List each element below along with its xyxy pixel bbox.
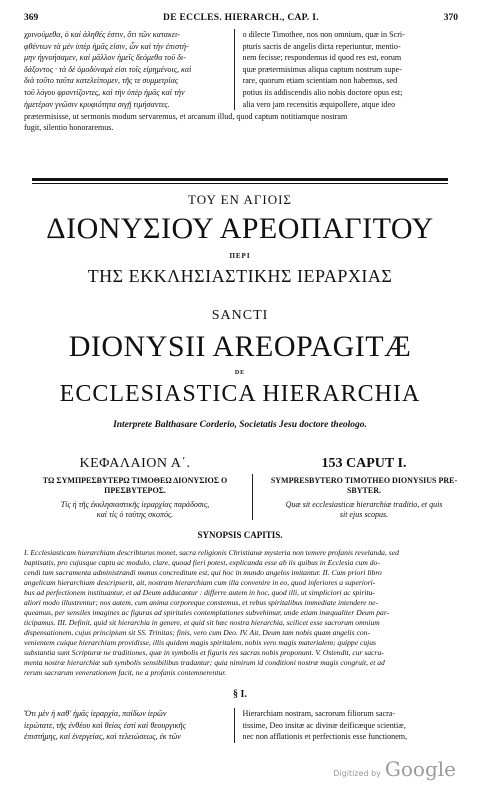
greek-line: ἐπιστήμης, καὶ ἐνεργείας, καὶ τελειώσεως, ἐκ τῶν [24,732,181,742]
section-rule [32,178,448,181]
synopsis-line: substantia sunt Scripturæ ne traditiones, quæ in symbolis et figuris res sacras nobis proponunt. V. Ostendit, cur sacra- [24,648,384,657]
latin-subtitle [262,500,466,520]
synopsis-line: aliori modo illustrentur; nos autem, cum anima corporeque constemus, et rebus spiritalibus immediate intendere ne- [24,598,379,607]
greek-dedication-line: ΤΩ ΣΥΜΠΡΕΣΒΥΤΕΡΩ ΤΙΜΟΘΕΩ ΔΙΟΝΥΣΙΟΣ Ο [42,476,228,485]
greek-dedication [22,476,248,496]
synopsis-line: dispensationem, cujus principium sit SS. Trinitas; finis, vero cum Deo. IV. Ait, Deum tam nobis quam angelis con- [24,628,370,637]
interpreter-line: Interprete Balthasare Corderio, Societatis Jesu doctore theologo. [113,420,367,430]
synopsis-text [24,548,460,678]
synopsis-line: ticipamus. III. Definit, quid sit hierarchia in genere, et quid sit hæc nostra hierarchia, scilicet esse sacrorum omnium [24,618,380,627]
greek-line: μην ἠγνοήσαμεν, καὶ μᾶλλον ἡμεῖς δεόμεθα τοῦ δι- [24,53,186,63]
top-greek-column [24,29,226,110]
latin-chapter-heading [262,456,466,472]
latin-line: potius iis addiscendis alio nobis doctore opus est; [242,87,403,97]
latin-chapter-title: CAPUT I. [346,456,407,471]
synopsis-line: cendi tum sacramenta administrandi munus concreditum est, qui hoc in mundo angelos imitantur. II. Cum priori libro [24,568,382,577]
synopsis-line: bus ad perfectionem instituantur, et ad Deum adducantur : differre autem in hoc, quod illi, ut simpliciori ac spiritu- [24,588,375,597]
latin-dedication-line: SBYTER. [346,486,381,495]
greek-line: ἡμετέραν γνῶσιν κρυφιότητα σιγῇ τιμήσαντες. [24,99,170,109]
latin-line: Hierarchiam nostram, sacrorum filiorum sacra- [242,709,396,718]
greek-subtitle-line: καὶ τίς ὁ ταύτης σκοπός. [96,510,174,519]
latin-line: rare, quorum etiam scientiam non habemus, sed [242,76,398,86]
digitized-watermark [333,757,456,781]
greek-line: φθέντων τὰ μὲν ὑπὲρ ἡμᾶς εἰσιν, ὧν καὶ τὴν ἐπιστή- [24,41,189,51]
full-width-line: prætermisisse, ut sermonis modum servaremus, et arcanum illud, quod captum notitiamque nostram [24,112,348,121]
latin-subtitle-line: Quæ sit ecclesiasticæ hierarchiæ traditio, et quis [285,500,443,509]
latin-title-de: DE [234,370,246,376]
synopsis-line: rerum sacrarum venerationem facit, ne a profanis contemnerentur. [24,668,227,677]
synopsis-heading: SYNOPSIS CAPITIS. [197,530,283,540]
top-columns [24,29,460,110]
running-header [24,13,458,25]
section-number: § I. [233,689,247,700]
chapter-column-number: 153 [321,456,343,471]
section-latin-column [234,708,460,743]
synopsis-line: baptisatis, pro cujusque captu ac modulo, clare, quoad fieri potest, explicanda esse ab iis quibus in Ecclesia cum do- [24,558,380,567]
latin-dedication-line: SYMPRESBYTERO TIMOTHEO DIONYSIUS PRE- [270,476,458,485]
watermark-small-text: Digitized by [333,769,381,778]
right-page-number: 370 [443,13,458,23]
full-width-line: fugit, silentio honoraremus. [24,123,114,132]
greek-subtitle [22,500,248,520]
running-title: DE ECCLES. HIERARCH., CAP. I. [163,13,319,23]
left-page-number: 369 [24,13,39,23]
synopsis-line: angelicam hierarchiam descripserit, ait, nostram hierarchiam cum illa convenire in eo, quod inferiores a superiori- [24,578,376,587]
greek-title-author: ΔΙΟΝΥΣΙΟΥ ΑΡΕΟΠΑΓΙΤΟΥ [46,212,434,245]
greek-title-work: ΤΗΣ ΕΚΚΛΗΣΙΑΣΤΙΚΗΣ ΙΕΡΑΡΧΙΑΣ [87,266,393,286]
greek-chapter-heading: ΚΕΦΑΛΑΙΟΝ Α΄. [79,456,191,471]
greek-subtitle-line: Τίς ἡ τῆς ἐκκλησιαστικῆς ἱεραρχίας παράδοσις, [60,500,210,509]
synopsis-line: venientem cuique hierarchiam providisse, illis quidem magis spiritalem, nobis vero magis materialem; quippe cujus [24,638,377,647]
section-rule-thin [32,183,448,184]
latin-title-work: ECCLESIASTICA HIERARCHIA [59,381,421,407]
greek-line: δάξοντος · τὰ δὲ ὁμοδύναμά εἰσι τοῖς εἰρημένοις, καὶ [24,64,192,74]
greek-line: Ὅτι μὲν ἡ καθ' ἡμᾶς ἱεραρχία, παίδων ἱερῶν [24,709,167,718]
greek-line: ἱερώτατε, τῆς ἐνθέου καὶ θείας ἐστὶ καὶ θεουργικῆς [24,720,186,730]
latin-title-author: DIONYSII AREOPAGITÆ [68,330,412,363]
top-latin-column [234,29,460,110]
latin-line: quæ prætermisimus aliqua captum nostrum supe- [242,64,402,74]
latin-line: tissime, Deo insitæ ac divinæ deificæque scientiæ, [242,720,406,730]
latin-dedication [262,476,466,496]
latin-line: o dilecte Timothee, nos non omnium, quæ in Scri- [242,30,405,39]
latin-line: nem fecisse; respondemus id quod res est, eorum [242,53,402,63]
greek-dedication-line: ΠΡΕΣΒΥΤΕΡΟΣ. [104,486,166,495]
greek-title-line1: ΤΟΥ ΕΝ ΑΓΙΟΙΣ [188,192,292,207]
synopsis-line: I. Ecclesiasticam hierarchiam describturus monet, sacra religionis Christianæ mysteria non temere profanis revelanda, sed [24,548,399,557]
section-columns [24,708,460,743]
watermark-logo-text: Google [384,757,456,781]
column-divider [252,474,253,520]
synopsis-line: queamus, per sensiles imagines ac figuras ad spiritales contemplationes subvehimur, unde etiam inæqualiter Deum par- [24,608,390,617]
greek-line: τοῦ λόγου φροντίζοντες, καὶ τὴν ὑπὲρ ἡμᾶς καὶ τὴν [24,87,185,97]
greek-line: χρινούμεθα, ὁ καὶ ἀληθές ἐστιν, ὅτι τῶν κατακει- [24,30,180,39]
latin-title-sancti: SANCTI [211,308,269,323]
latin-line: pturis sacris de angelis dicta reperiuntur, mentio- [242,41,401,51]
latin-line: alia vero jam recensitis æquipollere, atque ideo [242,99,396,109]
synopsis-line: menta nostræ hierarchiæ sub symbolis sensibilibus tradantur; quia nimirum id conditioni nostræ magis congruit, et ad [24,658,385,667]
latin-subtitle-line: sit ejus scopus. [339,510,389,519]
section-greek-column [24,708,226,743]
latin-line: nec non afflationis et perfectionis esse functionem, [242,732,408,742]
greek-line: διὰ τοῦτο ταῦτα κατελείπομεν, τῆς τε συμμετρίας [24,76,179,86]
greek-title-peri: ΠΕΡΙ [229,252,251,260]
